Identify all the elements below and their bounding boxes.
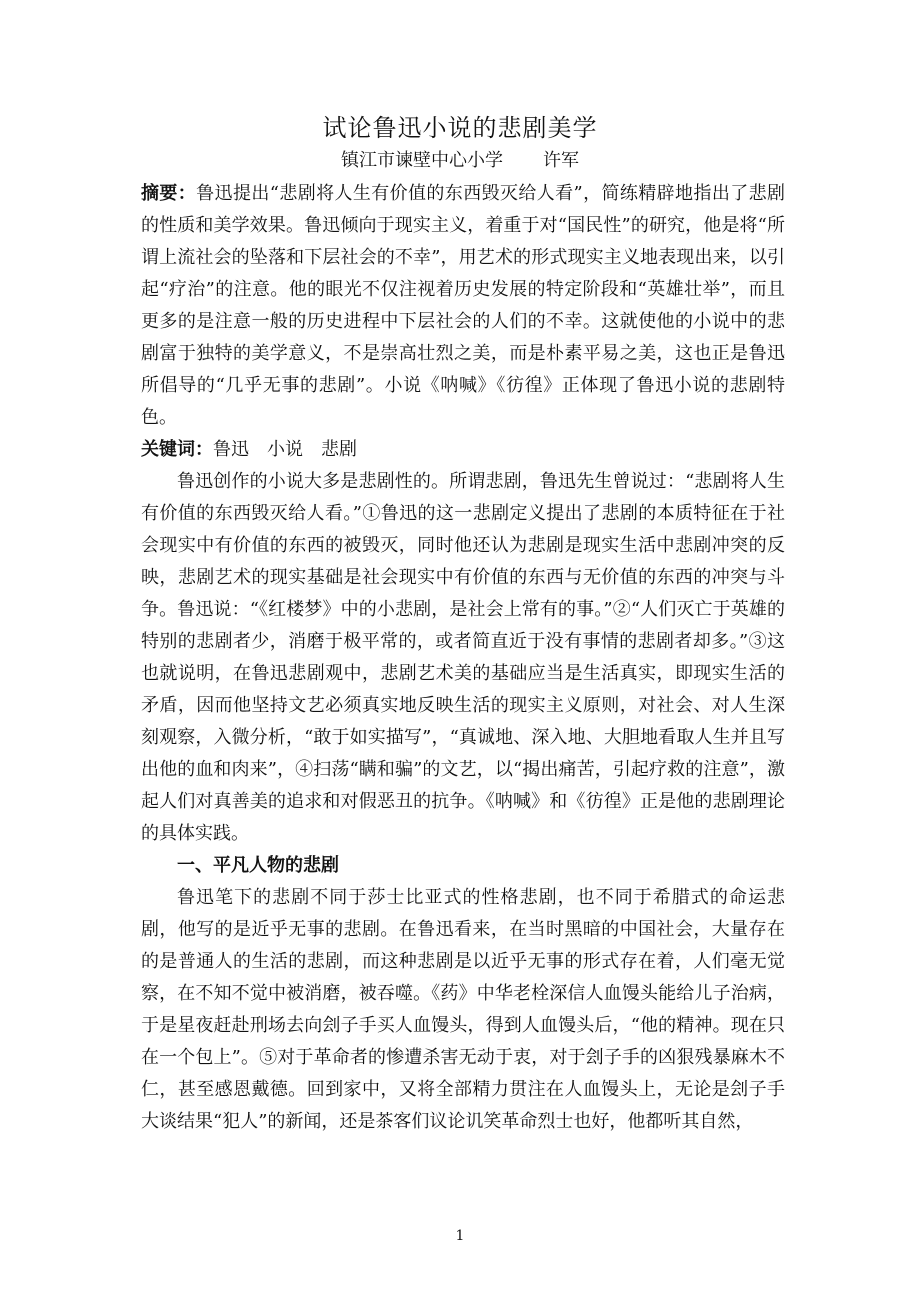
body-paragraph-1: 鲁迅创作的小说大多是悲剧性的。所谓悲剧，鲁迅先生曾说过：“悲剧将人生有价值的东西毁灭给人看。”①鲁迅的这一悲剧定义提出了悲剧的本质特征在于社会现实中有价值的东西的被毁灭，同时他还认为悲剧是现实生活中悲剧冲突的反映，悲剧艺术的现实基础是社会现实中有价值的东西与无价值的东西的冲突与斗争。鲁迅说：“《红楼梦》中的小悲剧，是社会上常有的事。”②“人们灭亡于英雄的特别的悲剧者少，消磨于极平常的，或者简直近于没有事情的悲剧者却多。”③这也就说明，在鲁迅悲剧观中，悲剧艺术美的基础应当是生活真实，即现实生活的矛盾，因而他坚持文艺必须真实地反映生活的现实主义原则，对社会、对人生深刻观察，入微分析，“敢于如实描写”，“真诚地、深入地、大胆地看取人生并且写出他的血和肉来”，④扫荡“瞒和骗”的文艺，以“揭出痛苦，引起疗救的注意”，激起人们对真善美的追求和对假恶丑的抗争。《呐喊》和《彷徨》正是他的悲剧理论的具体实践。: [141, 471, 785, 844]
section-heading-1: 一、平凡人物的悲剧: [177, 855, 339, 876]
document-title: 试论鲁迅小说的悲剧美学: [322, 114, 598, 142]
body-paragraph-2: 鲁迅笔下的悲剧不同于莎士比亚式的性格悲剧，也不同于希腊式的命运悲剧，他写的是近乎无事的悲剧。在鲁迅看来，在当时黑暗的中国社会，大量存在的是普通人的生活的悲剧，而这种悲剧是以近乎无事的形式存在着，人们毫无觉察，在不知不觉中被消磨，被吞噬。《药》中华老栓深信人血馒头能给儿子治病，于是星夜赶赴刑场去向刽子手买人血馒头，得到人血馒头后，“他的精神。现在只在一个包上”。⑤对于革命者的惨遭杀害无动于衷，对于刽子手的凶狠残暴麻木不仁，甚至感恩戴德。回到家中，又将全部精力贯注在人血馒头上，无论是刽子手大谈结果“犯人”的新闻，还是茶客们议论讥笑革命烈士也好，他都听其自然，: [141, 887, 785, 1132]
document-body: [141, 178, 785, 1138]
keywords: [141, 434, 785, 466]
author-school: 镇江市谏壁中心小学: [341, 150, 503, 171]
abstract-label: 摘要：: [141, 183, 197, 204]
abstract: [141, 178, 785, 434]
keywords-text: 鲁迅 小说 悲剧: [213, 439, 357, 460]
author-line: [0, 146, 920, 172]
page-number: 1: [455, 1228, 465, 1244]
author-name: 许军: [543, 150, 579, 171]
abstract-text: 鲁迅提出“悲剧将人生有价值的东西毁灭给人看”，简练精辟地指出了悲剧的性质和美学效果。鲁迅倾向于现实主义，着重于对“国民性”的研究，他是将“所谓上流社会的坠落和下层社会的不幸”，用艺术的形式现实主义地表现出来，以引起“疗治”的注意。他的眼光不仅注视着历史发展的特定阶段和“英雄壮举”，而且更多的是注意一般的历史进程中下层社会的人们的不幸。这就使他的小说中的悲剧富于独特的美学意义，不是崇高壮烈之美，而是朴素平易之美，这也正是鲁迅所倡导的“几乎无事的悲剧”。小说《呐喊》《彷徨》正体现了鲁迅小说的悲剧特色。: [141, 183, 786, 428]
keywords-label: 关键词：: [141, 439, 213, 460]
